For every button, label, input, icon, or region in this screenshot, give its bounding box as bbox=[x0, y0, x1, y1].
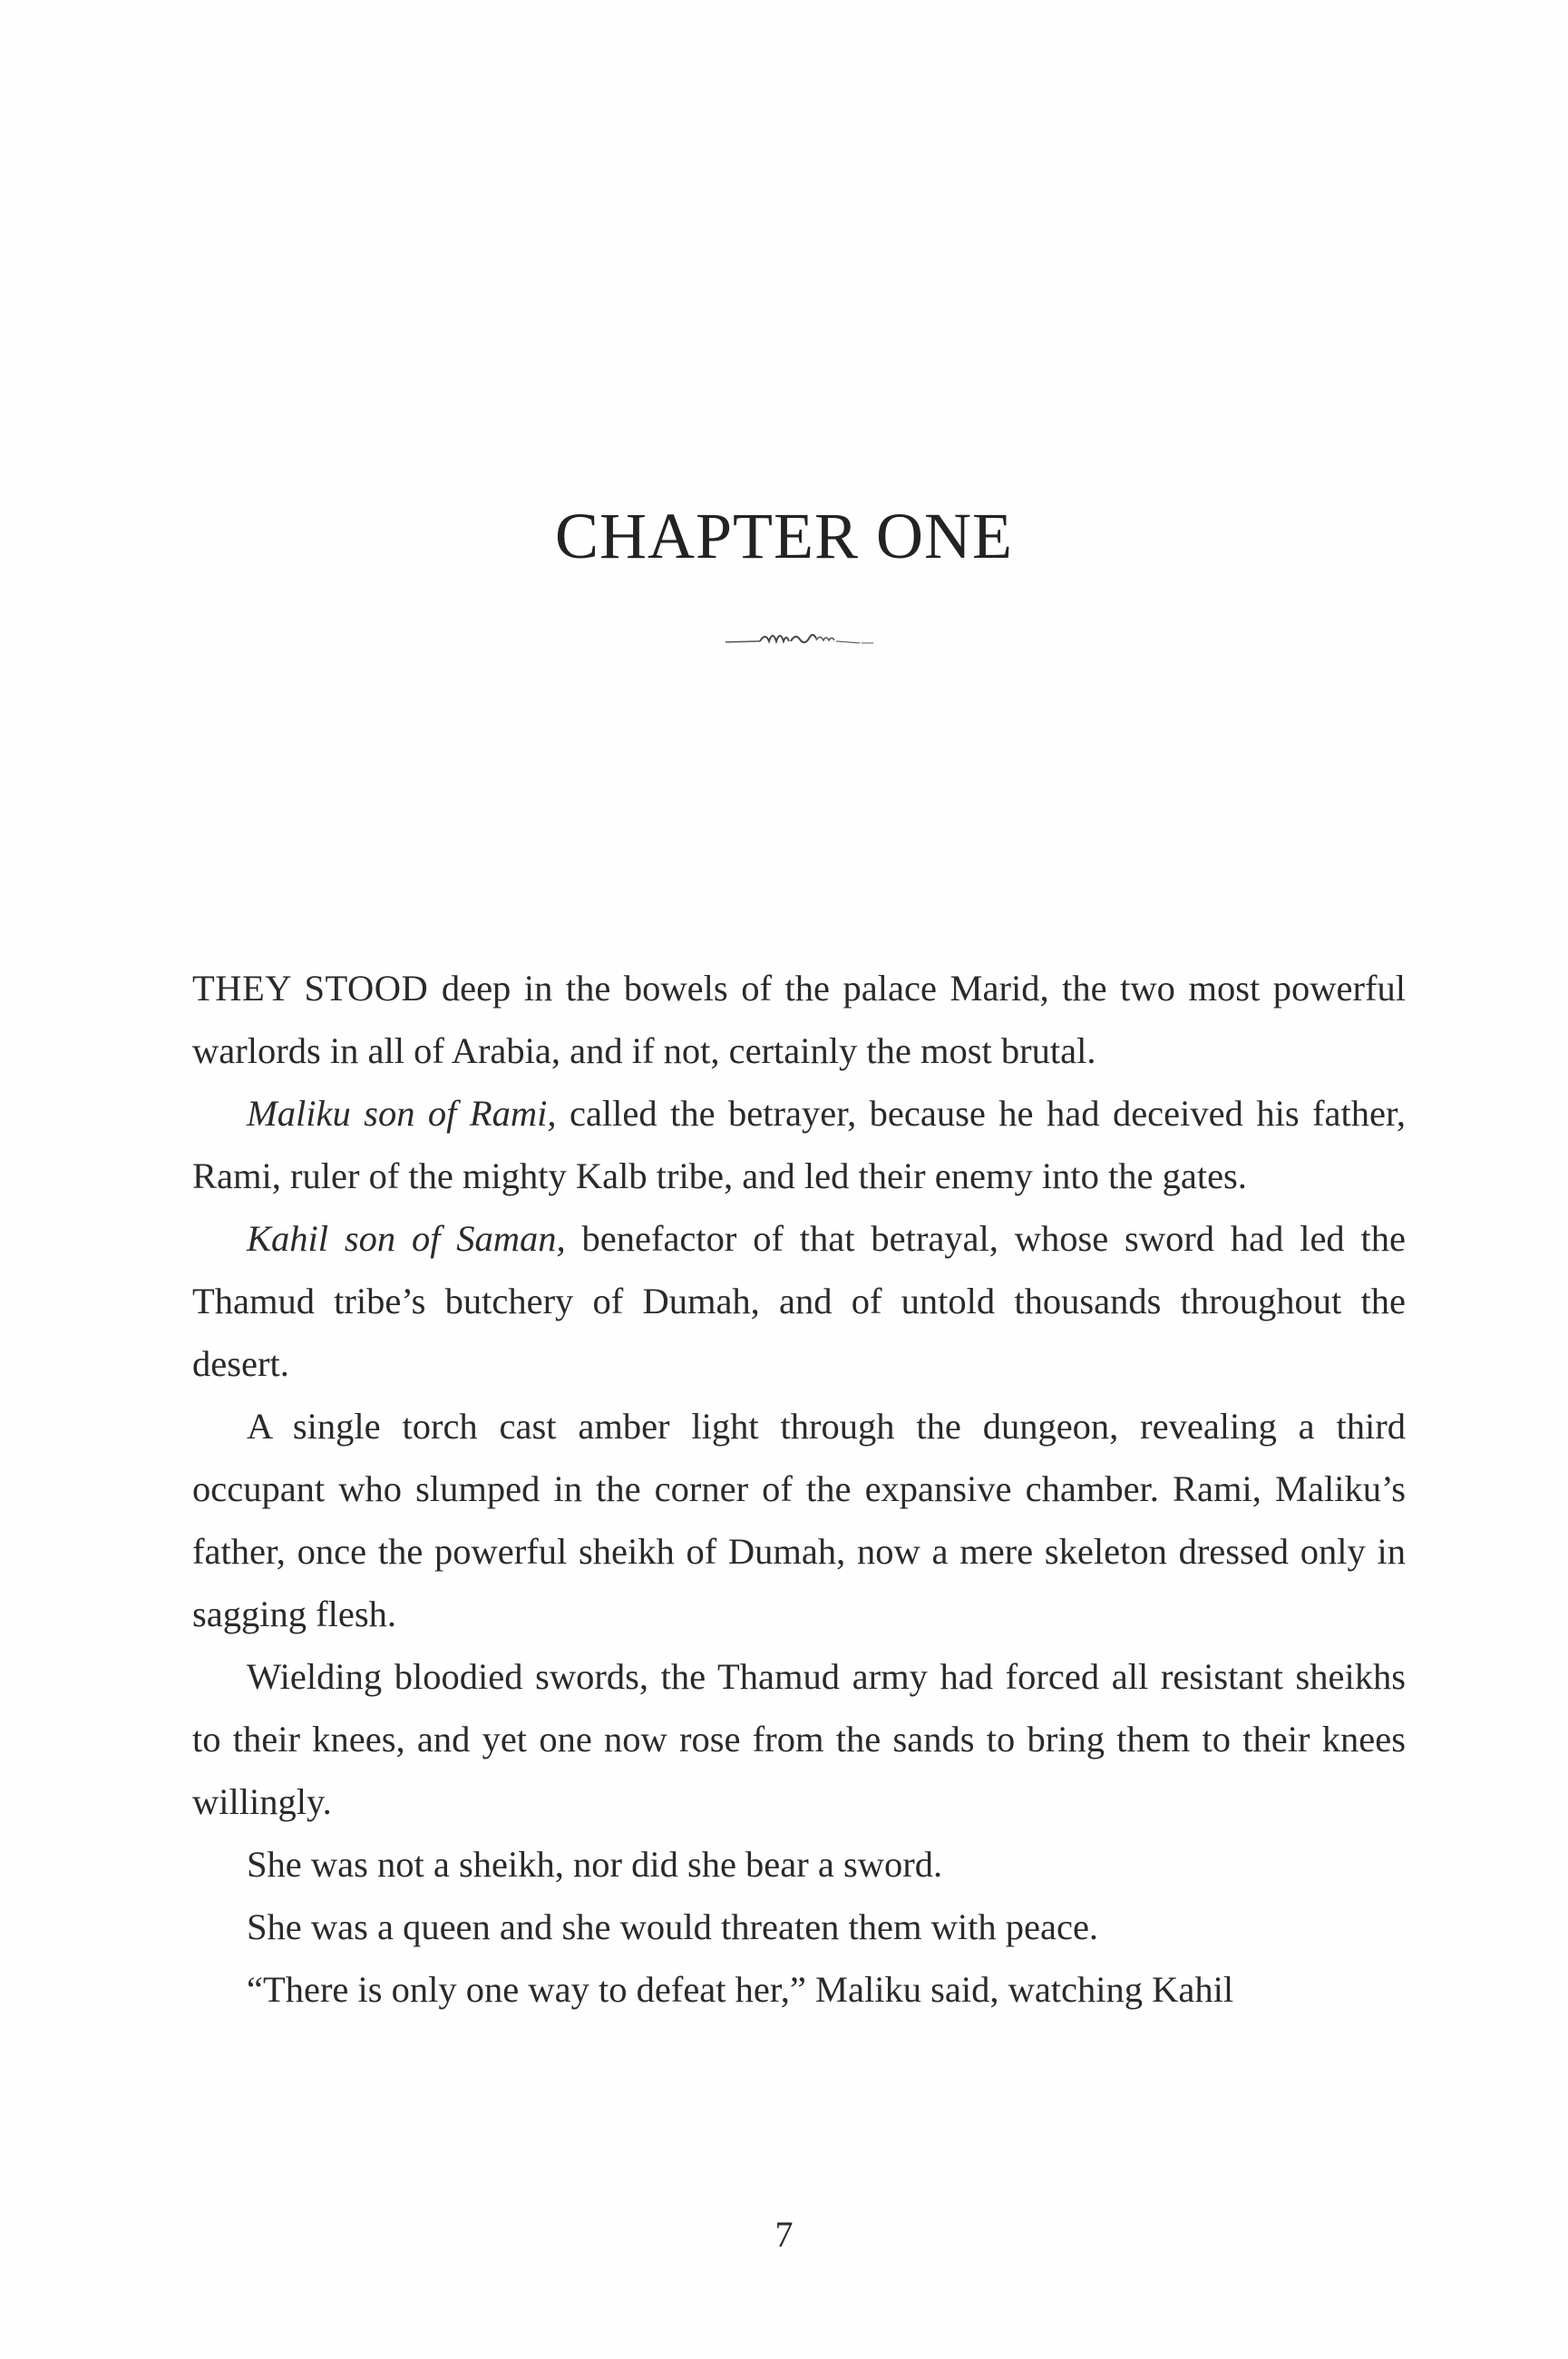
paragraph bbox=[192, 1082, 1406, 1207]
chapter-title: CHAPTER ONE bbox=[554, 500, 1013, 572]
paragraph: “There is only one way to defeat her,” Maliku said, watching Kahil bbox=[247, 1969, 1234, 2010]
chapter-body bbox=[192, 957, 1406, 2021]
paragraph-text: deep in the bowels of the palace Marid, the two most powerful warlords in all of Arabia, and if not, certainly the most brutal. bbox=[192, 968, 1406, 1071]
character-name: Kahil son of Saman, bbox=[247, 1218, 566, 1259]
paragraph: Wielding bloodied swords, the Thamud army had forced all resistant sheikhs to their knees, and yet one now rose from the sands to bring them to their knees willingly. bbox=[192, 1656, 1406, 1822]
paragraph bbox=[192, 1207, 1406, 1395]
character-name: Maliku son of Rami, bbox=[247, 1093, 557, 1134]
paragraph: She was not a sheikh, nor did she bear a sword. bbox=[247, 1844, 943, 1885]
paragraph-text: called the betrayer, because he had deceived his father, Rami, ruler of the mighty Kalb tribe, and led their enemy into the gates. bbox=[192, 1093, 1406, 1196]
paragraph bbox=[192, 957, 1406, 1082]
decorative-flourish-icon bbox=[724, 626, 887, 653]
page-number: 7 bbox=[774, 2214, 794, 2255]
paragraph-text: benefactor of that betrayal, whose sword had led the Thamud tribe’s butchery of Dumah, and of untold thousands throughout the desert. bbox=[192, 1218, 1406, 1384]
paragraph: A single torch cast amber light through the dungeon, revealing a third occupant who slumped in the corner of the expansive chamber. Rami, Maliku’s father, once the powerful sheikh of Dumah, now a mere skeleton dressed only in sagging flesh. bbox=[192, 1406, 1406, 1634]
paragraph: She was a queen and she would threaten them with peace. bbox=[247, 1906, 1099, 1947]
paragraph-lead: THEY STOOD bbox=[192, 968, 429, 1009]
